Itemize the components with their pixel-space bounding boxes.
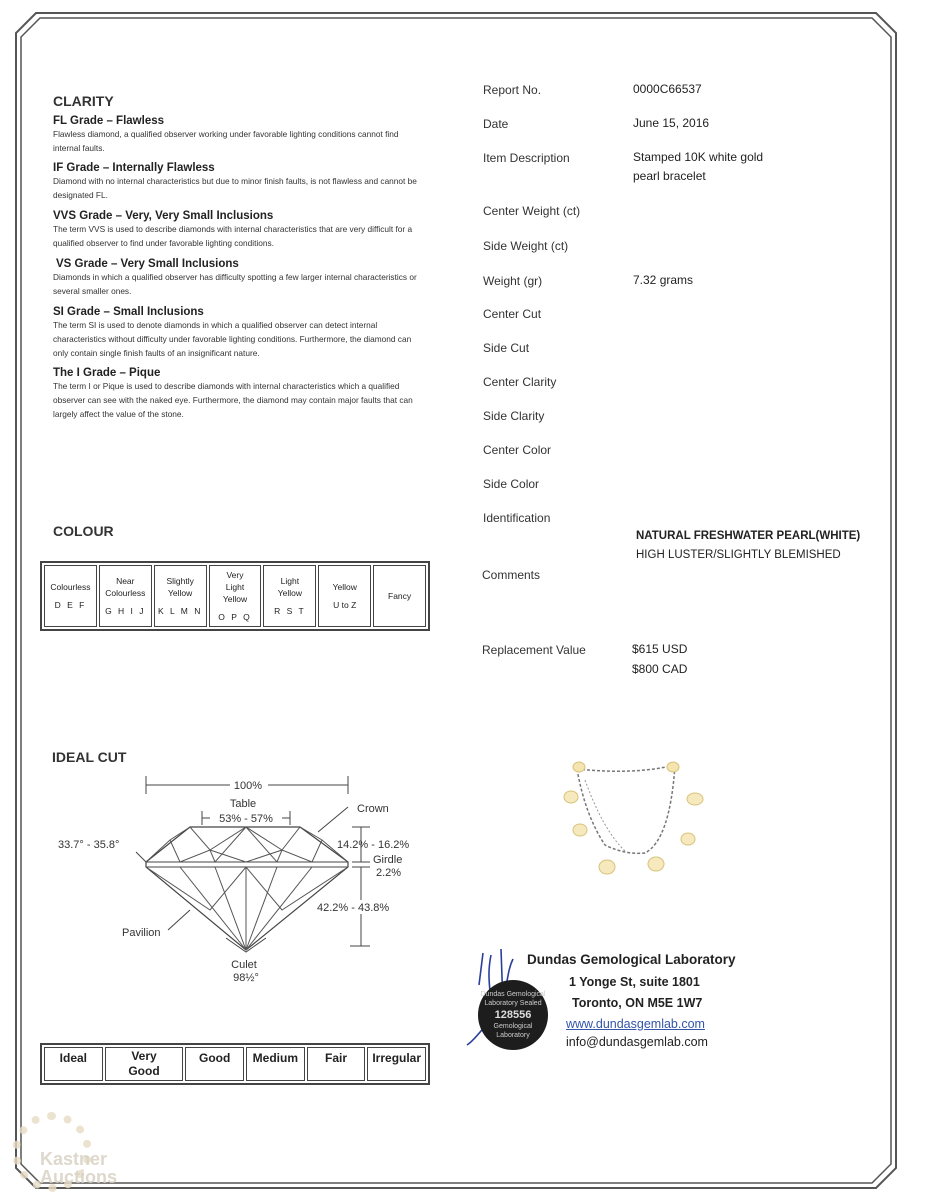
crown-height-label: 14.2% - 16.2%	[337, 839, 410, 851]
grade-description: Diamond with no internal characteristics but due to minor finish faults, is not flawless and cannot be designated FL.	[53, 176, 417, 200]
weight-value: 7.32 grams	[633, 273, 694, 287]
table-label: Table	[229, 798, 257, 810]
colour-cell	[263, 565, 316, 627]
grade-title: VS Grade – Very Small Inclusions	[56, 258, 239, 270]
crown-angle-label: 33.7° - 35.8°	[58, 839, 120, 851]
colour-code: U to Z	[333, 600, 357, 610]
cut-grade-cell: Ideal	[44, 1047, 103, 1081]
identification-label: Identification	[483, 511, 551, 525]
seal-top-text: Dundas Gemological Laboratory Sealed	[480, 991, 546, 1007]
width-label: 100%	[233, 780, 263, 792]
grade-title: IF Grade – Internally Flawless	[53, 162, 215, 174]
diamond-cut-diagram	[50, 770, 430, 990]
lab-address-line-1: 1 Yonge St, suite 1801	[569, 975, 700, 989]
center-color-label: Center Color	[483, 443, 552, 457]
report-no-label: Report No.	[483, 83, 542, 97]
side-clarity-label: Side Clarity	[483, 409, 545, 423]
comments-label: Comments	[482, 568, 541, 582]
center-weight-label: Center Weight (ct)	[483, 204, 581, 218]
colour-code: K L M N	[157, 606, 203, 616]
colour-cell	[373, 565, 426, 627]
clarity-heading: CLARITY	[53, 93, 114, 109]
lab-seal	[478, 980, 548, 1050]
culet-value: 98½°	[233, 972, 259, 984]
ideal-cut-heading: IDEAL CUT	[52, 749, 127, 765]
report-no-value: 0000C66537	[633, 82, 702, 96]
bracelet-photo	[555, 755, 720, 880]
center-cut-label: Center Cut	[483, 307, 542, 321]
side-weight-label: Side Weight (ct)	[483, 239, 569, 253]
colour-name: Light Yellow	[277, 576, 302, 598]
watermark-text: Kastner Auctions	[40, 1149, 118, 1187]
colour-code: R S T	[274, 606, 306, 616]
lab-address-line-2: Toronto, ON M5E 1W7	[572, 996, 703, 1010]
colour-code: O P Q	[218, 612, 252, 622]
grade-description: The term I or Pique is used to describe diamonds with internal characteristics which a qualified observer can see with the naked eye. Furthermore, the diamond may contain major faults that can largely affect the value of the stone.	[53, 381, 413, 419]
lab-name: Dundas Gemological Laboratory	[527, 952, 736, 967]
lab-email: info@dundasgemlab.com	[566, 1035, 708, 1049]
clarity-grade-vvs	[53, 210, 423, 250]
grade-description: Diamonds in which a qualified observer has difficulty spotting a few larger internal characteristics or several smaller ones.	[53, 272, 417, 296]
culet-label: Culet	[231, 959, 257, 971]
grade-description: The term VVS is used to describe diamonds with internal characteristics that are very difficult for a qualified observer to find under favorable lighting conditions.	[53, 224, 413, 248]
clarity-grade-fl	[53, 115, 423, 155]
clarity-grade-i	[53, 367, 423, 421]
item-description-label: Item Description	[483, 151, 570, 165]
colour-grade-table	[40, 561, 430, 631]
grade-title: SI Grade – Small Inclusions	[53, 306, 204, 318]
weight-label: Weight (gr)	[483, 274, 543, 288]
side-color-label: Side Color	[483, 477, 540, 491]
girdle-value: 2.2%	[376, 867, 402, 879]
replacement-value-label: Replacement Value	[482, 643, 586, 657]
colour-cell	[154, 565, 207, 627]
date-value: June 15, 2016	[633, 116, 710, 130]
table-range-label: 53% - 57%	[219, 813, 273, 825]
clarity-grade-if	[53, 162, 423, 202]
colour-code: D E F	[54, 600, 87, 610]
cut-grade-cell: Fair	[307, 1047, 366, 1081]
identification-line-2: HIGH LUSTER/SLIGHTLY BLEMISHED	[636, 549, 841, 561]
colour-cell	[209, 565, 262, 627]
crown-label: Crown	[357, 803, 389, 815]
colour-code: G H I J	[105, 606, 146, 616]
colour-heading: COLOUR	[53, 523, 114, 539]
grade-title: FL Grade – Flawless	[53, 115, 165, 127]
cut-grade-cell: Medium	[246, 1047, 305, 1081]
grade-title: VVS Grade – Very, Very Small Inclusions	[53, 210, 274, 222]
colour-name: Near Colourless	[105, 576, 146, 598]
seal-bottom-text: Gemological Laboratory	[493, 1023, 533, 1039]
colour-name: Yellow	[332, 582, 357, 592]
colour-cell	[44, 565, 97, 627]
colour-cell	[99, 565, 152, 627]
cut-grade-cell: Irregular	[367, 1047, 426, 1081]
lab-website-link[interactable]: www.dundasgemlab.com	[566, 1017, 705, 1031]
replacement-cad: $800 CAD	[632, 662, 688, 676]
cut-grade-cell: Good	[185, 1047, 244, 1081]
center-clarity-label: Center Clarity	[483, 375, 557, 389]
girdle-label: Girdle	[373, 854, 403, 866]
item-description-value: Stamped 10K white gold pearl bracelet	[633, 150, 764, 183]
date-label: Date	[483, 117, 509, 131]
identification-line-1: NATURAL FRESHWATER PEARL(WHITE)	[636, 530, 861, 542]
colour-name: Colourless	[50, 582, 91, 592]
clarity-grade-si	[53, 306, 423, 360]
side-cut-label: Side Cut	[483, 341, 530, 355]
seal-number: 128556	[494, 1009, 532, 1021]
colour-name: Fancy	[388, 591, 412, 601]
colour-name: Very Light Yellow	[222, 570, 248, 604]
cut-grade-cell: Very Good	[105, 1047, 184, 1081]
cut-grade-table	[40, 1043, 430, 1085]
colour-cell	[318, 565, 371, 627]
replacement-usd: $615 USD	[632, 642, 688, 656]
grade-title: The I Grade – Pique	[53, 367, 161, 379]
clarity-grade-vs	[53, 258, 423, 298]
grade-description: The term SI is used to denote diamonds in which a qualified observer can detect internal characteristics without difficulty under favorable lighting conditions. Furthermore, the diamond can only contain single finish faults of an insignificant nature.	[53, 320, 412, 358]
grade-description: Flawless diamond, a qualified observer working under favorable lighting conditions cannot find internal faults.	[53, 129, 399, 153]
colour-name: Slightly Yellow	[166, 576, 194, 598]
pavilion-depth-label: 42.2% - 43.8%	[317, 902, 390, 914]
pavilion-label: Pavilion	[122, 927, 161, 939]
